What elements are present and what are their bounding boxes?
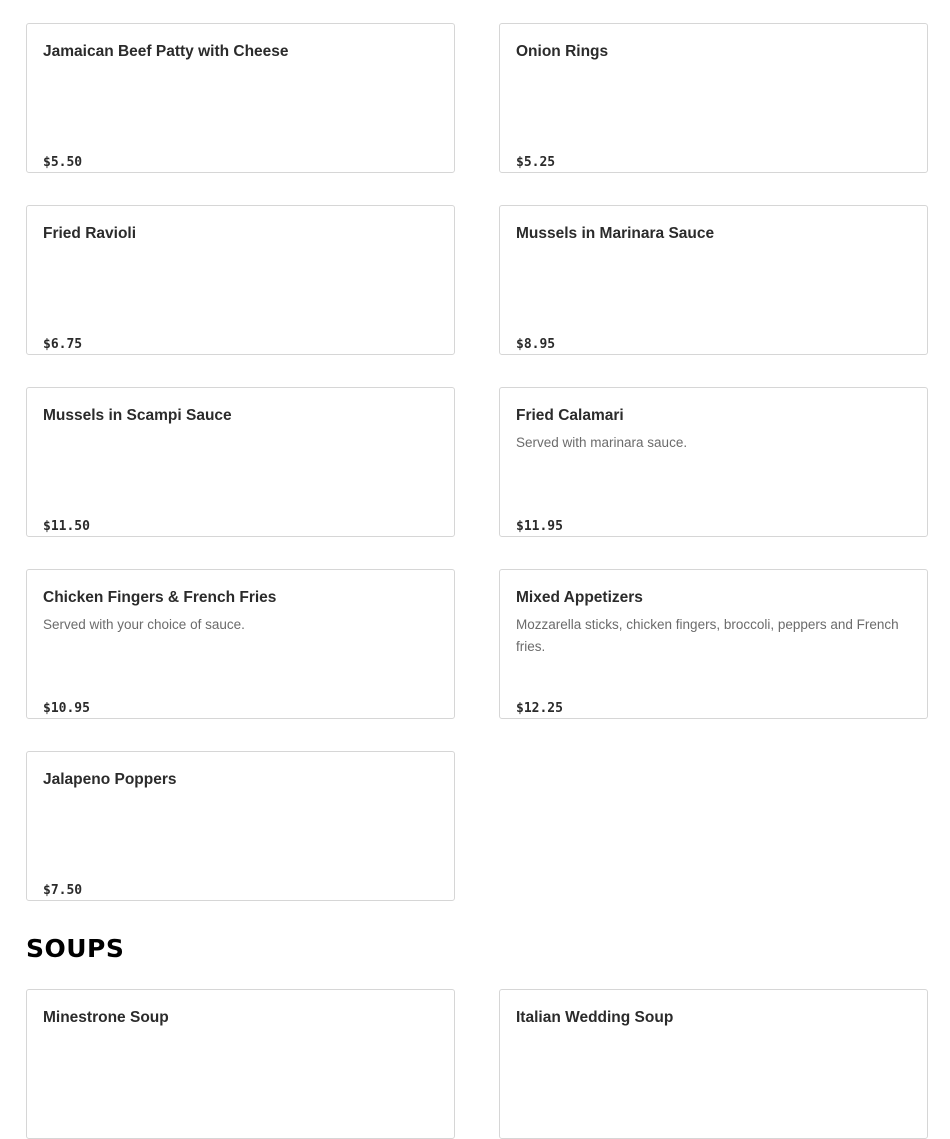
item-price: $6.75 (43, 337, 83, 352)
soups-section (26, 989, 928, 1139)
menu-item-card[interactable] (26, 751, 455, 901)
menu-item-card[interactable] (499, 23, 928, 173)
section-title-soups: SOUPS (26, 934, 125, 963)
item-name: Jalapeno Poppers (43, 771, 177, 788)
menu-item-card[interactable] (26, 989, 455, 1139)
menu-item-card[interactable] (499, 569, 928, 719)
item-description: Served with marinara sauce. (516, 435, 688, 450)
item-description: Served with your choice of sauce. (43, 617, 245, 632)
item-price: $5.50 (43, 155, 83, 170)
item-name: Fried Ravioli (43, 225, 137, 242)
item-price: $12.25 (516, 701, 563, 716)
soups-grid (26, 989, 928, 1139)
item-price: $11.50 (43, 519, 90, 534)
menu-item-card[interactable] (499, 387, 928, 537)
menu-item-card[interactable] (499, 989, 928, 1139)
item-name: Minestrone Soup (43, 1009, 169, 1026)
appetizers-grid (26, 23, 928, 901)
menu-item-card[interactable] (26, 569, 455, 719)
item-name: Chicken Fingers & French Fries (43, 589, 277, 606)
item-name: Jamaican Beef Patty with Cheese (43, 43, 289, 60)
item-price: $11.95 (516, 519, 563, 534)
item-name: Italian Wedding Soup (516, 1009, 674, 1026)
item-name: Fried Calamari (516, 407, 624, 424)
menu-item-card[interactable] (26, 23, 455, 173)
item-name: Mixed Appetizers (516, 589, 643, 606)
item-name: Mussels in Scampi Sauce (43, 407, 232, 424)
menu-item-card[interactable] (26, 387, 455, 537)
item-price: $5.25 (516, 155, 556, 170)
menu-item-card[interactable] (26, 205, 455, 355)
menu-item-card[interactable] (499, 205, 928, 355)
item-price: $8.95 (516, 337, 556, 352)
item-name: Onion Rings (516, 43, 609, 60)
item-price: $7.50 (43, 883, 83, 898)
item-name: Mussels in Marinara Sauce (516, 225, 715, 242)
item-description: Mozzarella sticks, chicken fingers, broccoli, peppers and French fries. (516, 617, 899, 654)
item-price: $10.95 (43, 701, 90, 716)
appetizers-section (26, 23, 928, 901)
